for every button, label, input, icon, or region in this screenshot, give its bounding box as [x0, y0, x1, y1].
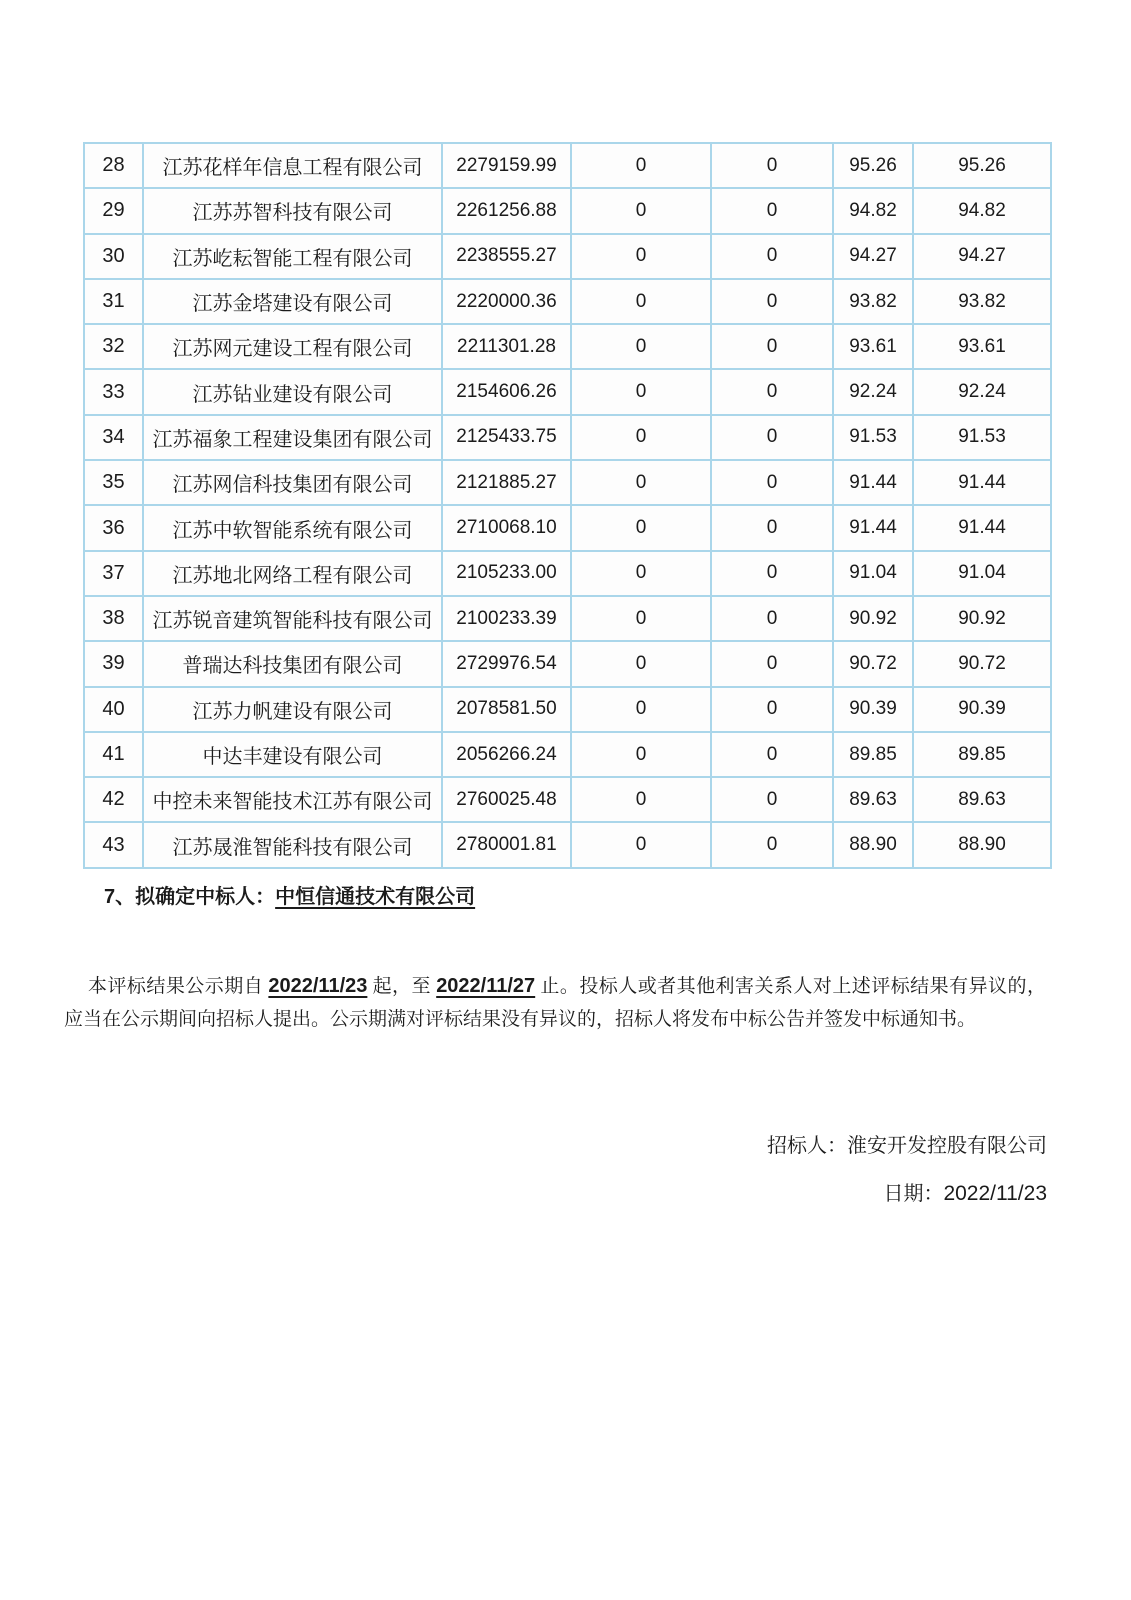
row-index-cell: 43 [84, 822, 143, 867]
zero-col-1-cell: 0 [571, 777, 711, 822]
company-name-cell: 江苏地北网络工程有限公司 [143, 551, 442, 596]
row-index-cell: 36 [84, 505, 143, 550]
score-cell: 93.61 [833, 324, 913, 369]
final-score-cell: 94.82 [913, 188, 1051, 233]
row-index-cell: 29 [84, 188, 143, 233]
score-cell: 92.24 [833, 369, 913, 414]
score-cell: 89.63 [833, 777, 913, 822]
notice-start-date: 2022/11/23 [268, 975, 368, 997]
score-cell: 91.04 [833, 551, 913, 596]
bid-amount-cell: 2729976.54 [442, 641, 571, 686]
row-index-cell: 30 [84, 234, 143, 279]
score-cell: 95.26 [833, 143, 913, 188]
bid-results-table [83, 142, 1052, 869]
table-row [84, 415, 1051, 460]
bid-amount-cell: 2105233.00 [442, 551, 571, 596]
final-score-cell: 90.92 [913, 596, 1051, 641]
table-row [84, 551, 1051, 596]
section-separator: 、 [115, 886, 136, 908]
date-label: 日期： [883, 1183, 944, 1205]
winner-company-name: 中恒信通技术有限公司 [275, 886, 476, 908]
table-row [84, 596, 1051, 641]
zero-col-1-cell: 0 [571, 551, 711, 596]
row-index-cell: 41 [84, 732, 143, 777]
final-score-cell: 88.90 [913, 822, 1051, 867]
company-name-cell: 江苏苏智科技有限公司 [143, 188, 442, 233]
bidder-label: 招标人： [767, 1135, 847, 1157]
company-name-cell: 江苏锐音建筑智能科技有限公司 [143, 596, 442, 641]
table-row [84, 687, 1051, 732]
row-index-cell: 38 [84, 596, 143, 641]
table-row [84, 188, 1051, 233]
final-score-cell: 91.53 [913, 415, 1051, 460]
row-index-cell: 40 [84, 687, 143, 732]
final-score-cell: 95.26 [913, 143, 1051, 188]
final-score-cell: 93.82 [913, 279, 1051, 324]
final-score-cell: 91.44 [913, 505, 1051, 550]
zero-col-1-cell: 0 [571, 732, 711, 777]
zero-col-1-cell: 0 [571, 188, 711, 233]
zero-col-2-cell: 0 [711, 551, 833, 596]
zero-col-2-cell: 0 [711, 188, 833, 233]
zero-col-2-cell: 0 [711, 279, 833, 324]
table-row [84, 369, 1051, 414]
zero-col-1-cell: 0 [571, 234, 711, 279]
final-score-cell: 91.04 [913, 551, 1051, 596]
final-score-cell: 94.27 [913, 234, 1051, 279]
company-name-cell: 江苏网元建设工程有限公司 [143, 324, 442, 369]
row-index-cell: 35 [84, 460, 143, 505]
zero-col-2-cell: 0 [711, 324, 833, 369]
bid-amount-cell: 2154606.26 [442, 369, 571, 414]
winner-label: 拟确定中标人： [135, 886, 276, 908]
row-index-cell: 32 [84, 324, 143, 369]
zero-col-1-cell: 0 [571, 596, 711, 641]
zero-col-1-cell: 0 [571, 822, 711, 867]
table-row [84, 279, 1051, 324]
company-name-cell: 江苏力帆建设有限公司 [143, 687, 442, 732]
score-cell: 91.53 [833, 415, 913, 460]
zero-col-1-cell: 0 [571, 324, 711, 369]
zero-col-2-cell: 0 [711, 234, 833, 279]
final-score-cell: 90.39 [913, 687, 1051, 732]
zero-col-2-cell: 0 [711, 415, 833, 460]
zero-col-2-cell: 0 [711, 369, 833, 414]
table-row [84, 234, 1051, 279]
final-score-cell: 91.44 [913, 460, 1051, 505]
bid-amount-cell: 2100233.39 [442, 596, 571, 641]
final-score-cell: 89.85 [913, 732, 1051, 777]
bid-amount-cell: 2279159.99 [442, 143, 571, 188]
bidder-line [767, 1134, 1047, 1158]
score-cell: 90.39 [833, 687, 913, 732]
row-index-cell: 34 [84, 415, 143, 460]
zero-col-2-cell: 0 [711, 460, 833, 505]
table-row [84, 641, 1051, 686]
company-name-cell: 中达丰建设有限公司 [143, 732, 442, 777]
score-cell: 90.92 [833, 596, 913, 641]
company-name-cell: 江苏网信科技集团有限公司 [143, 460, 442, 505]
zero-col-2-cell: 0 [711, 732, 833, 777]
notice-text-1: 本评标结果公示期自 [88, 976, 269, 997]
zero-col-1-cell: 0 [571, 143, 711, 188]
table-row [84, 777, 1051, 822]
zero-col-2-cell: 0 [711, 505, 833, 550]
score-cell: 90.72 [833, 641, 913, 686]
row-index-cell: 33 [84, 369, 143, 414]
winner-section-line [104, 884, 475, 910]
final-score-cell: 92.24 [913, 369, 1051, 414]
row-index-cell: 37 [84, 551, 143, 596]
score-cell: 91.44 [833, 460, 913, 505]
bid-amount-cell: 2121885.27 [442, 460, 571, 505]
bid-amount-cell: 2078581.50 [442, 687, 571, 732]
company-name-cell: 江苏屹耘智能工程有限公司 [143, 234, 442, 279]
row-index-cell: 28 [84, 143, 143, 188]
zero-col-2-cell: 0 [711, 641, 833, 686]
bidder-name: 淮安开发控股有限公司 [847, 1135, 1047, 1157]
zero-col-1-cell: 0 [571, 279, 711, 324]
table-row [84, 732, 1051, 777]
section-number: 7 [104, 886, 116, 908]
company-name-cell: 江苏金塔建设有限公司 [143, 279, 442, 324]
final-score-cell: 93.61 [913, 324, 1051, 369]
bid-amount-cell: 2710068.10 [442, 505, 571, 550]
bid-results-table-body [84, 143, 1051, 868]
bid-amount-cell: 2261256.88 [442, 188, 571, 233]
zero-col-2-cell: 0 [711, 687, 833, 732]
table-row [84, 822, 1051, 867]
table-row [84, 460, 1051, 505]
notice-text-2: 起，至 [367, 976, 437, 997]
zero-col-2-cell: 0 [711, 822, 833, 867]
score-cell: 91.44 [833, 505, 913, 550]
bid-amount-cell: 2760025.48 [442, 777, 571, 822]
company-name-cell: 江苏中软智能系统有限公司 [143, 505, 442, 550]
zero-col-1-cell: 0 [571, 369, 711, 414]
table-row [84, 143, 1051, 188]
row-index-cell: 31 [84, 279, 143, 324]
final-score-cell: 90.72 [913, 641, 1051, 686]
table-row [84, 324, 1051, 369]
score-cell: 94.82 [833, 188, 913, 233]
bid-amount-cell: 2238555.27 [442, 234, 571, 279]
bid-amount-cell: 2125433.75 [442, 415, 571, 460]
score-cell: 94.27 [833, 234, 913, 279]
company-name-cell: 江苏福象工程建设集团有限公司 [143, 415, 442, 460]
score-cell: 89.85 [833, 732, 913, 777]
company-name-cell: 普瑞达科技集团有限公司 [143, 641, 442, 686]
table-row [84, 505, 1051, 550]
score-cell: 88.90 [833, 822, 913, 867]
score-cell: 93.82 [833, 279, 913, 324]
zero-col-1-cell: 0 [571, 505, 711, 550]
notice-text-3: 止。投标人或者其他利害关系人对上述评标结果有异议的，应当在公示期间向招标人提出。公示期满对评标结果没有异议的，招标人将发布中标公告并签发中标通知书。 [64, 976, 1046, 1030]
bid-amount-cell: 2056266.24 [442, 732, 571, 777]
company-name-cell: 中控未来智能技术江苏有限公司 [143, 777, 442, 822]
company-name-cell: 江苏花样年信息工程有限公司 [143, 143, 442, 188]
company-name-cell: 江苏晟淮智能科技有限公司 [143, 822, 442, 867]
public-notice-paragraph [64, 970, 1046, 1036]
zero-col-2-cell: 0 [711, 777, 833, 822]
zero-col-2-cell: 0 [711, 596, 833, 641]
row-index-cell: 39 [84, 641, 143, 686]
date-line [767, 1182, 1047, 1206]
zero-col-1-cell: 0 [571, 415, 711, 460]
bid-amount-cell: 2211301.28 [442, 324, 571, 369]
notice-end-date: 2022/11/27 [436, 975, 536, 997]
bid-amount-cell: 2220000.36 [442, 279, 571, 324]
signature-block [767, 1134, 1047, 1206]
zero-col-2-cell: 0 [711, 143, 833, 188]
bid-amount-cell: 2780001.81 [442, 822, 571, 867]
zero-col-1-cell: 0 [571, 641, 711, 686]
date-value: 2022/11/23 [943, 1182, 1047, 1205]
final-score-cell: 89.63 [913, 777, 1051, 822]
zero-col-1-cell: 0 [571, 460, 711, 505]
zero-col-1-cell: 0 [571, 687, 711, 732]
row-index-cell: 42 [84, 777, 143, 822]
company-name-cell: 江苏钻业建设有限公司 [143, 369, 442, 414]
